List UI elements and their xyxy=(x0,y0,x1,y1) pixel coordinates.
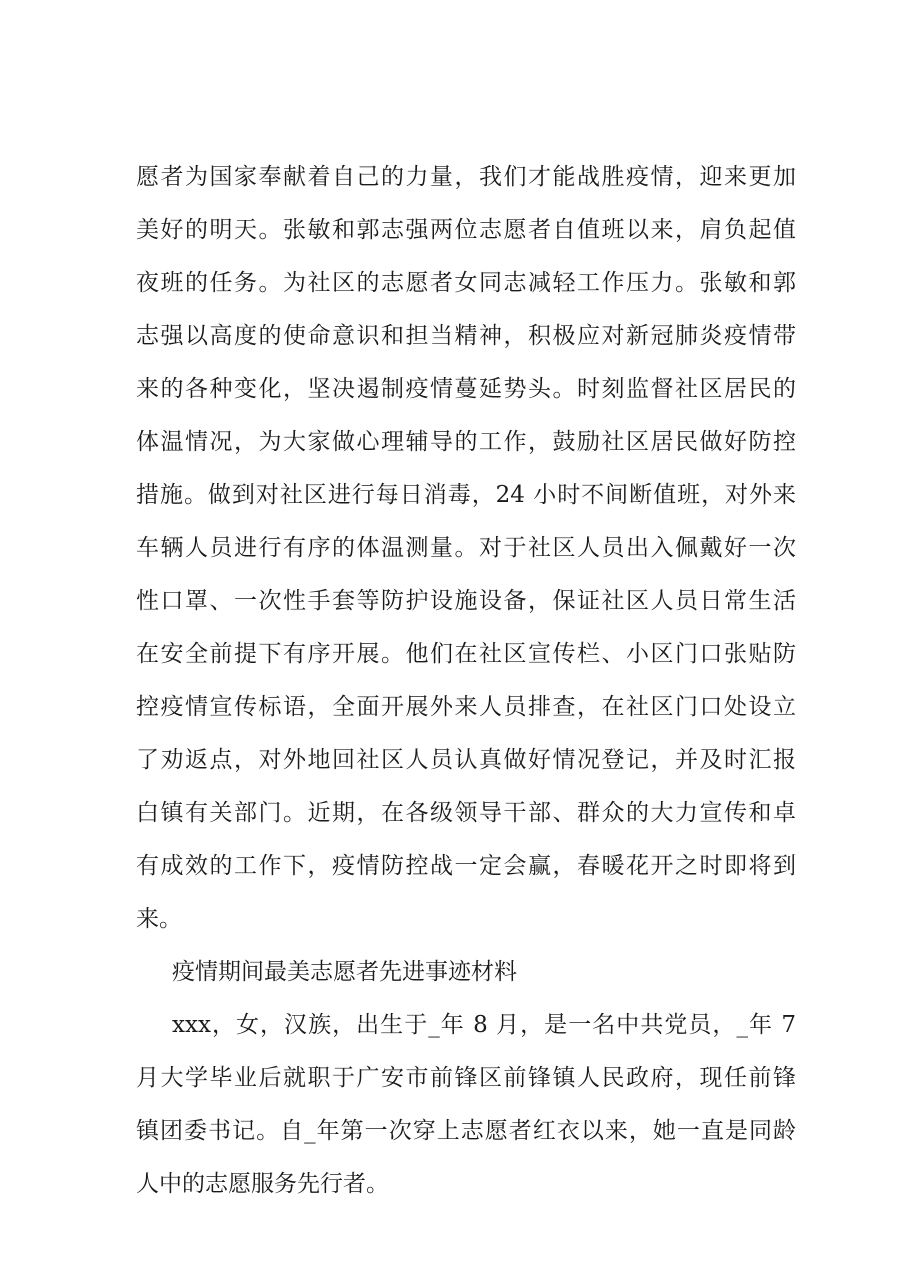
paragraph-1-line-2: 美好的明天。张敏和郭志强两位志愿者自值班以来，肩负起值 xyxy=(136,217,796,243)
paragraph-1-line-3: 夜班的任务。为社区的志愿者女同志减轻工作压力。张敏和郭 xyxy=(136,270,796,296)
paragraph-1-line-11: 控疫情宣传标语，全面开展外来人员排查，在社区门口处设立 xyxy=(136,694,796,720)
paragraph-1-line-13: 白镇有关部门。近期，在各级领导干部、群众的大力宣传和卓 xyxy=(136,800,796,826)
paragraph-1-line-1: 愿者为国家奉献着自己的力量，我们才能战胜疫情，迎来更加 xyxy=(136,164,796,190)
paragraph-1-line-7: 措施。做到对社区进行每日消毒，24 小时不间断值班，对外来 xyxy=(136,482,796,508)
paragraph-1-line-12: 了劝返点，对外地回社区人员认真做好情况登记，并及时汇报 xyxy=(136,747,796,773)
section-heading: 疫情期间最美志愿者先进事迹材料 xyxy=(172,959,517,985)
paragraph-1-line-15: 来。 xyxy=(136,906,182,932)
paragraph-1-line-6: 体温情况，为大家做心理辅导的工作，鼓励社区居民做好防控 xyxy=(136,429,796,455)
paragraph-1-line-9: 性口罩、一次性手套等防护设施设备，保证社区人员日常生活 xyxy=(136,588,796,614)
paragraph-2-line-4: 人中的志愿服务先行者。 xyxy=(136,1171,389,1197)
paragraph-2-line-3: 镇团委书记。自_年第一次穿上志愿者红衣以来，她一直是同龄 xyxy=(136,1118,796,1144)
paragraph-1-line-5: 来的各种变化，坚决遏制疫情蔓延势头。时刻监督社区居民的 xyxy=(136,376,796,402)
paragraph-2-line-2: 月大学毕业后就职于广安市前锋区前锋镇人民政府，现任前锋 xyxy=(136,1065,796,1091)
paragraph-1-line-8: 车辆人员进行有序的体温测量。对于社区人员出入佩戴好一次 xyxy=(136,535,796,561)
paragraph-1-line-4: 志强以高度的使命意识和担当精神，积极应对新冠肺炎疫情带 xyxy=(136,323,796,349)
paragraph-1-line-10: 在安全前提下有序开展。他们在社区宣传栏、小区门口张贴防 xyxy=(136,641,796,667)
paragraph-2-line-1: xxx，女，汉族，出生于_年 8 月，是一名中共党员，_年 7 xyxy=(172,1012,796,1038)
paragraph-1-line-14: 有成效的工作下，疫情防控战一定会赢，春暖花开之时即将到 xyxy=(136,853,796,879)
